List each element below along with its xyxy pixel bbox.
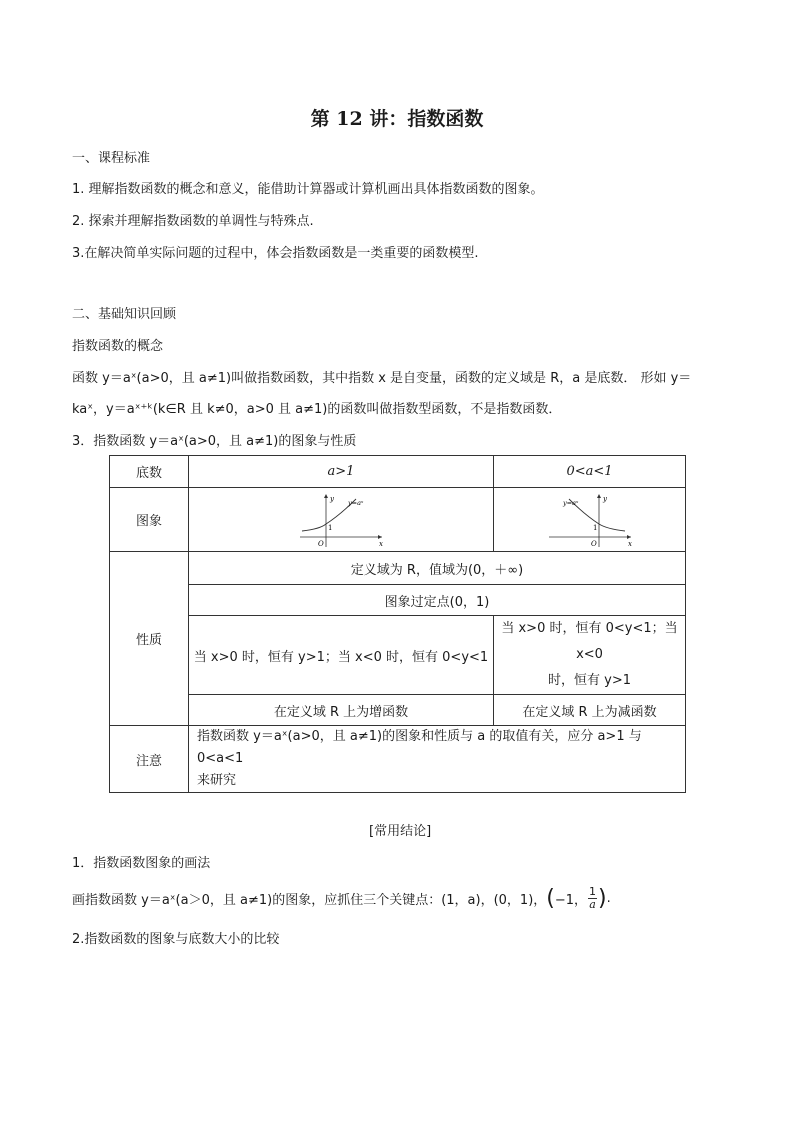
standard-item-1: 1. 理解指数函数的概念和意义，能借助计算器或计算机画出具体指数函数的图象。 — [72, 182, 544, 197]
fraction-denominator: a — [589, 898, 596, 911]
left-paren: ( — [546, 885, 555, 911]
property-decreasing: 在定义域 R 上为减函数 — [494, 695, 686, 726]
graph-decreasing — [545, 491, 635, 549]
property-values-decreasing-line2: 时，恒有 y>1 — [548, 673, 631, 688]
concept-line-2: kaˣ，y＝aˣ⁺ᵏ(k∈R 且 k≠0，a>0 且 a≠1)的函数叫做指数型函数，不是指数函数． — [72, 402, 562, 417]
curve-label-2: y=aˣ — [562, 498, 578, 507]
properties-table — [109, 455, 686, 793]
curve-label-1: y=aˣ — [348, 498, 364, 507]
property-values-increasing: 当 x>0 时，恒有 y>1；当 x<0 时，恒有 0<y<1 — [189, 616, 494, 695]
note-label: 注意 — [110, 726, 189, 793]
property-increasing: 在定义域 R 上为增函数 — [189, 695, 494, 726]
graph-increasing-cell — [189, 488, 494, 552]
y-axis-arrow-icon — [597, 494, 601, 498]
y-axis-label: y — [330, 494, 334, 503]
fraction — [588, 886, 597, 911]
right-paren: ) — [598, 885, 607, 911]
conclusion-item-2-title: 2.指数函数的图象与底数大小的比较 — [72, 932, 280, 947]
conclusion-item-1-body: 画指数函数 y＝aˣ(a＞0，且 a≠1)的图象，应抓住三个关键点：(1，a)，(0，1)， — [72, 893, 547, 908]
y-axis-arrow-icon — [324, 494, 328, 498]
header-base-label: 底数 — [110, 456, 189, 488]
x-axis-label: x — [627, 539, 632, 548]
one-label: 1 — [592, 523, 597, 532]
page-title: 第 12 讲：指数函数 — [310, 108, 484, 130]
one-label: 1 — [328, 523, 333, 532]
x-axis-arrow-icon — [627, 535, 631, 539]
conclusion-heading: [常用结论] — [369, 824, 432, 839]
origin-label: O — [318, 539, 324, 548]
note-line-2: 来研究 — [197, 773, 237, 788]
key-point-3: −1， — [554, 893, 588, 908]
conclusion-item-1-text — [72, 886, 611, 911]
graph-decreasing-cell — [494, 488, 686, 552]
header-a-between-0-1: 0<a<1 — [494, 456, 686, 488]
note-line-1: 指数函数 y＝aˣ(a>0，且 a≠1)的图象和性质与 a 的取值有关，应分 a>1 与 0<a<1 — [197, 729, 642, 766]
item-3-title: 3．指数函数 y＝aˣ(a>0，且 a≠1)的图象与性质 — [72, 434, 357, 449]
concept-title: 指数函数的概念 — [72, 339, 164, 354]
property-values-decreasing — [494, 616, 686, 695]
section-heading-standards: 一、课程标准 — [72, 151, 151, 166]
standard-item-3: 3.在解决简单实际问题的过程中，体会指数函数是一类重要的函数模型. — [72, 246, 479, 261]
origin-label: O — [590, 539, 597, 548]
fraction-numerator: 1 — [589, 885, 597, 898]
conclusion-item-1-title: 1．指数函数图象的画法 — [72, 856, 211, 871]
standard-item-2: 2. 探索并理解指数函数的单调性与特殊点. — [72, 214, 314, 229]
graph-increasing — [296, 491, 386, 549]
property-fixed-point: 图象过定点(0，1) — [189, 585, 686, 616]
graph-row-label: 图象 — [110, 488, 189, 552]
y-axis-label: y — [602, 494, 607, 503]
period: . — [606, 891, 611, 906]
property-values-decreasing-line1: 当 x>0 时，恒有 0<y<1；当 x<0 — [501, 621, 678, 662]
section-heading-review: 二、基础知识回顾 — [72, 307, 177, 322]
property-label: 性质 — [110, 552, 189, 726]
note-content — [189, 726, 686, 793]
header-a-greater-1: a>1 — [189, 456, 494, 488]
x-axis-label: x — [379, 539, 383, 548]
x-axis-arrow-icon — [378, 535, 382, 539]
concept-line-1: 函数 y＝aˣ(a>0，且 a≠1)叫做指数函数，其中指数 x 是自变量，函数的定义域是 R，a 是底数． 形如 y＝ — [72, 371, 692, 386]
property-domain-range: 定义域为 R，值域为(0，＋∞) — [189, 552, 686, 585]
